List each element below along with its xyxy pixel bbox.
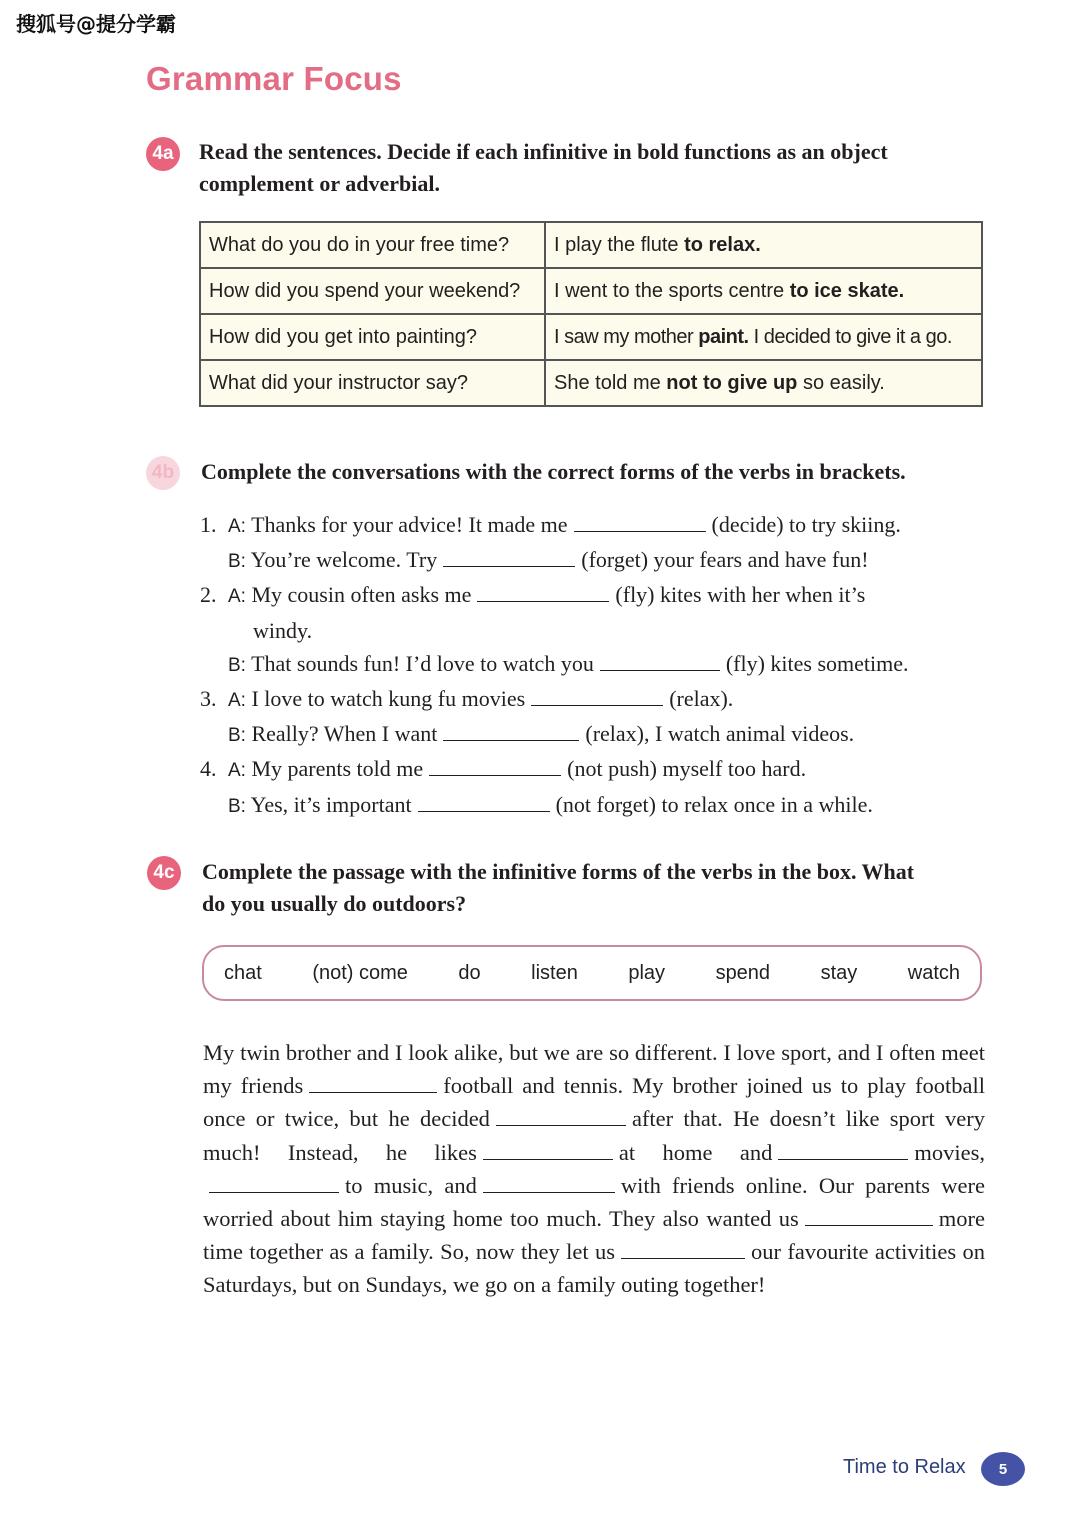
question-cell: How did you get into painting? — [200, 314, 545, 360]
answer-blank[interactable] — [574, 530, 706, 532]
exercise-badge-4a: 4a — [146, 137, 180, 171]
exercise-badge-4c: 4c — [147, 856, 181, 890]
conversation-line: 2. A: My cousin often asks me (fly) kites with her when it’s — [200, 582, 866, 608]
conversation-line: windy. — [253, 617, 313, 643]
word-chip: (not) come — [312, 961, 408, 984]
passage: My twin brother and I look alike, but we are so different. I love sport, and I often meet my friends football and tennis. My brother joined us to play football once or twice, but he decided after that. He doesn’t like sport very much! Instead, he likes at home and movies,to music, and with friends online. Our parents were worried about him staying home too much. They also wanted us more time together as a family. So, now they let us our favourite activities on Saturdays, but on Sundays, we go on a family outing together! — [203, 1040, 986, 1298]
unit-title: Time to Relax — [843, 1456, 966, 1478]
instruction-4c-line1: Complete the passage with the infinitive forms of the verbs in the box. What — [202, 859, 915, 884]
answer-blank[interactable] — [531, 704, 663, 706]
examples-table — [199, 221, 983, 407]
answer-blank[interactable] — [418, 810, 550, 812]
answer-blank[interactable] — [805, 1224, 933, 1226]
table-row — [200, 222, 982, 268]
word-chip: do — [458, 961, 481, 984]
answer-blank[interactable] — [209, 1191, 339, 1193]
watermark: 搜狐号@提分学霸 — [16, 12, 176, 36]
table-row — [200, 268, 982, 314]
word-chip: spend — [715, 961, 771, 984]
answer-blank[interactable] — [309, 1091, 437, 1093]
instruction-4a-line1: Read the sentences. Decide if each infinitive in bold functions as an object — [199, 139, 888, 164]
conversation-list — [200, 508, 990, 823]
instruction-4c — [202, 856, 914, 920]
answer-blank[interactable] — [496, 1124, 626, 1126]
conversation-line: B: You’re welcome. Try (forget) your fears and have fun! — [228, 547, 869, 573]
answer-blank[interactable] — [429, 774, 561, 776]
answer-blank[interactable] — [477, 600, 609, 602]
answer-blank[interactable] — [483, 1191, 615, 1193]
page-number-badge: 5 — [981, 1452, 1025, 1486]
question-cell: How did you spend your weekend? — [200, 268, 545, 314]
question-cell: What did your instructor say? — [200, 360, 545, 406]
word-chip: chat — [224, 961, 262, 984]
question-cell: What do you do in your free time? — [200, 222, 545, 268]
conversation-line: B: Really? When I want (relax), I watch animal videos. — [228, 721, 855, 747]
conversation-line: B: That sounds fun! I’d love to watch you (fly) kites sometime. — [228, 650, 909, 676]
word-box — [202, 945, 982, 1001]
answer-blank[interactable] — [483, 1158, 613, 1160]
instruction-4b: Complete the conversations with the correct forms of the verbs in brackets. — [201, 459, 906, 484]
word-chip: watch — [907, 961, 960, 984]
word-chip: play — [628, 961, 666, 984]
conversation-line: 4. A: My parents told me (not push) myself too hard. — [200, 756, 807, 782]
answer-cell: I went to the sports centre to ice skate. — [545, 268, 982, 314]
answer-blank[interactable] — [621, 1257, 745, 1259]
instruction-4c-line2: do you usually do outdoors? — [202, 891, 467, 916]
answer-blank[interactable] — [778, 1158, 908, 1160]
word-chip: listen — [531, 961, 578, 984]
answer-cell: I saw my mother paint. I decided to give it a go. — [545, 314, 982, 360]
answer-blank[interactable] — [600, 669, 720, 671]
answer-cell: She told me not to give up so easily. — [545, 360, 982, 406]
table-row — [200, 314, 982, 360]
exercise-badge-4b: 4b — [146, 456, 180, 490]
conversation-line: 3. A: I love to watch kung fu movies (relax). — [200, 686, 734, 712]
instruction-4a — [199, 136, 888, 200]
conversation-line: 1. A: Thanks for your advice! It made me (decide) to try skiing. — [200, 512, 901, 537]
answer-blank[interactable] — [443, 565, 575, 567]
instruction-4a-line2: complement or adverbial. — [199, 171, 440, 196]
page-title: Grammar Focus — [146, 60, 402, 97]
conversation-line: B: Yes, it’s important (not forget) to relax once in a while. — [228, 791, 873, 817]
answer-blank[interactable] — [443, 739, 579, 741]
answer-cell: I play the flute to relax. — [545, 222, 982, 268]
word-chip: stay — [820, 961, 858, 984]
table-row — [200, 360, 982, 406]
